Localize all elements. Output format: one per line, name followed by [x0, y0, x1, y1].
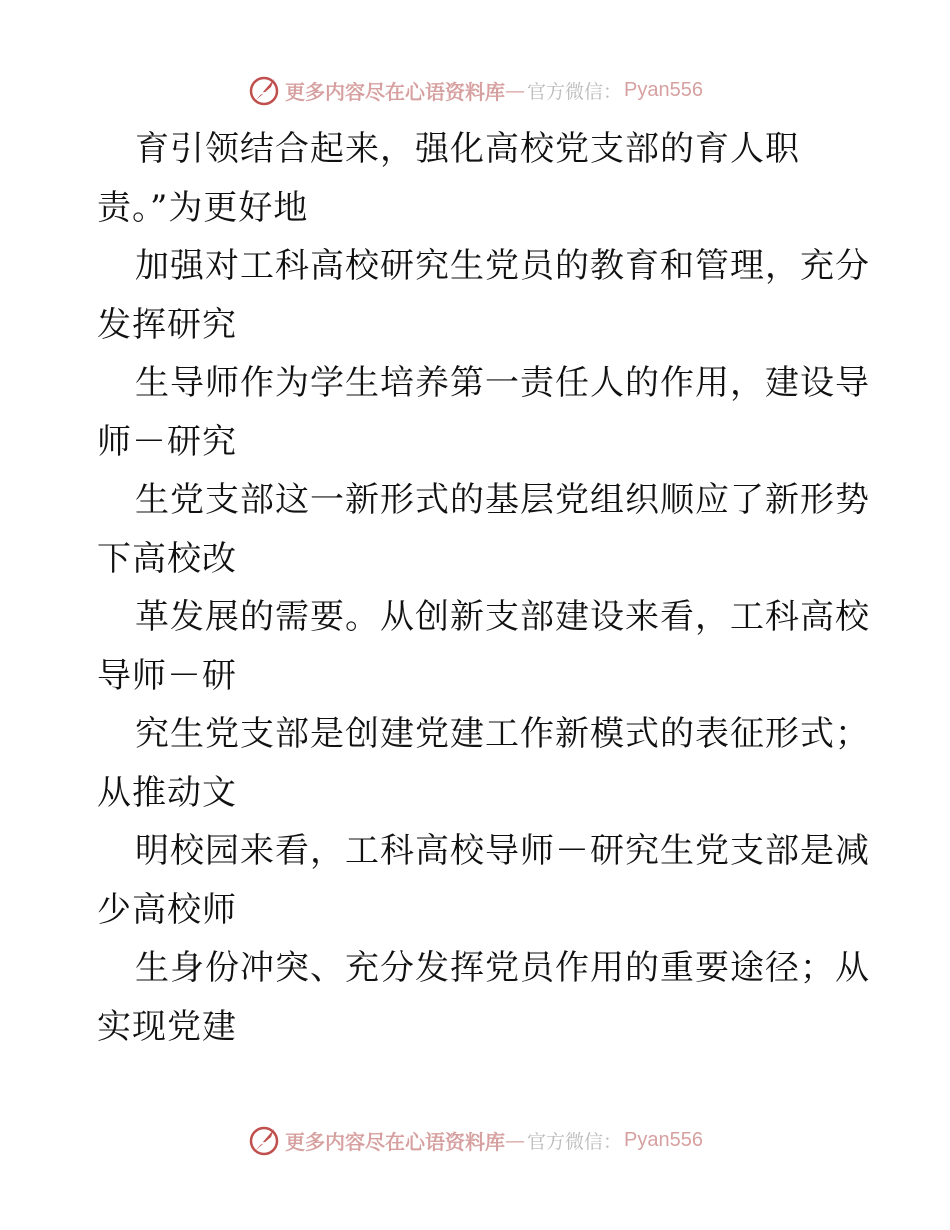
text-line: 发挥研究	[97, 304, 237, 345]
watermark-label: 官方微信：	[527, 80, 623, 103]
text-line: 革发展的需要。从创新支部建设来看，工科高校	[135, 597, 870, 637]
text-line: 师－研究	[97, 421, 237, 462]
text-line: 生党支部这一新形式的基层党组织顺应了新形势	[135, 480, 870, 520]
text-line: 导师－研	[97, 655, 237, 696]
watermark-text: 更多内容尽在心语资料库	[285, 1129, 505, 1154]
text-line: 实现党建	[97, 1006, 237, 1047]
footer-watermark	[0, 1120, 950, 1160]
watermark-dash: —	[505, 1128, 525, 1152]
watermark-id: Pyan556	[624, 78, 703, 101]
text-line: 加强对工科高校研究生党员的教育和管理，充分	[135, 246, 870, 286]
text-line: 下高校改	[97, 538, 237, 579]
watermark-id: Pyan556	[624, 1128, 703, 1151]
watermark-dash: —	[505, 78, 525, 102]
quill-pen-logo-icon	[247, 73, 281, 107]
text-line: 究生党支部是创建党建工作新模式的表征形式；	[135, 714, 870, 754]
text-line: 责。”为更好地	[97, 187, 309, 228]
watermark-label: 官方微信：	[527, 1130, 623, 1153]
text-line: 育引领结合起来，强化高校党支部的育人职	[135, 129, 800, 169]
header-watermark	[0, 70, 950, 110]
text-line: 生身份冲突、充分发挥党员作用的重要途径；从	[135, 948, 870, 988]
text-line: 少高校师	[97, 889, 237, 930]
text-line: 从推动文	[97, 772, 237, 813]
text-line: 明校园来看，工科高校导师－研究生党支部是减	[135, 831, 870, 871]
document-body	[97, 120, 877, 1056]
watermark-text: 更多内容尽在心语资料库	[285, 79, 505, 104]
text-line: 生导师作为学生培养第一责任人的作用，建设导	[135, 363, 870, 403]
quill-pen-logo-icon	[247, 1123, 281, 1157]
